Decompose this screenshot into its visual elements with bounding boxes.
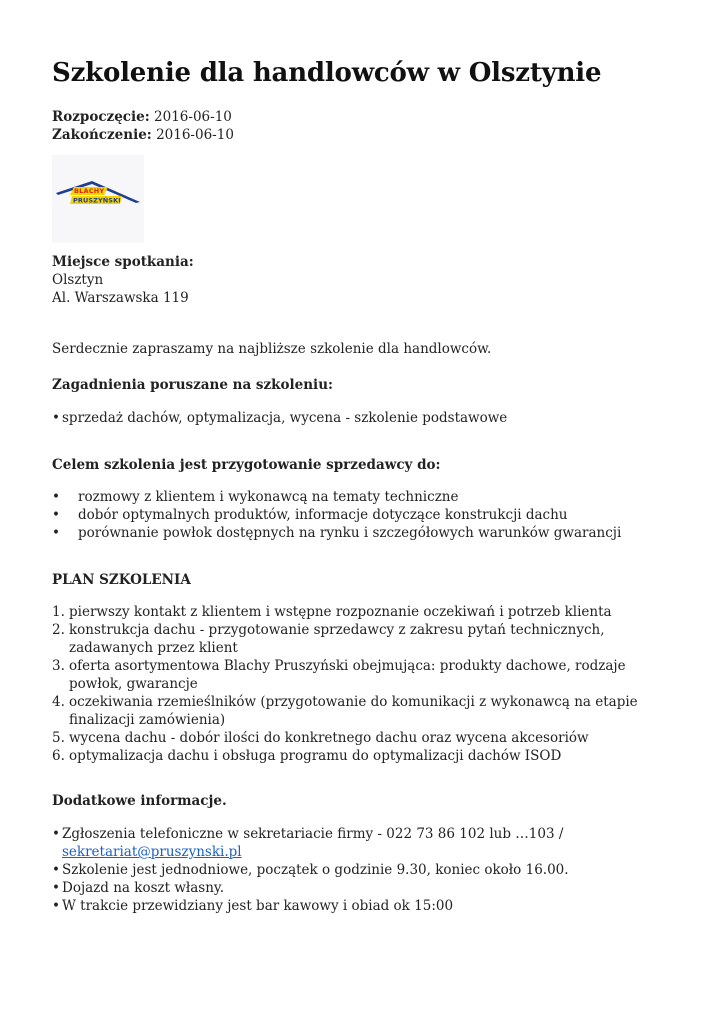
list-number: 5.: [52, 730, 65, 746]
end-date-row: [52, 126, 234, 144]
goals-heading: Celem szkolenia jest przygotowanie sprzedawcy do:: [52, 457, 441, 473]
meeting-place-address: Al. Warszawska 119: [52, 290, 189, 306]
list-item: • dobór optymalnych produktów, informacje dotyczące konstrukcji dachu: [52, 506, 621, 524]
page-title: Szkolenie dla handlowców w Olsztynie: [52, 58, 602, 88]
event-dates: [52, 108, 234, 144]
email-link[interactable]: sekretariat@pruszynski.pl: [62, 844, 242, 860]
end-date-value: 2016-06-10: [156, 127, 234, 143]
extra-info-list: [52, 825, 572, 915]
phone-info: Zgłoszenia telefoniczne w sekretariacie firmy - 022 73 86 102 lub …103 /: [62, 826, 564, 842]
topics-heading: Zagadnienia poruszane na szkoleniu:: [52, 377, 333, 393]
list-number: 6.: [52, 748, 65, 764]
extra-info-list-wrap: [52, 825, 572, 915]
list-item: • sprzedaż dachów, optymalizacja, wycena - szkolenie podstawowe: [52, 409, 507, 427]
list-number: 4.: [52, 694, 65, 710]
list-number: 3.: [52, 658, 65, 674]
plan-heading: PLAN SZKOLENIA: [52, 572, 191, 588]
list-item: [52, 729, 673, 747]
list-item: [52, 657, 673, 693]
extra-info-heading: Dodatkowe informacje.: [52, 793, 227, 809]
meeting-place: [52, 253, 194, 307]
topics-list: [52, 409, 507, 427]
list-item: • Dojazd na koszt własny.: [52, 879, 572, 897]
meeting-place-label: Miejsce spotkania:: [52, 254, 194, 270]
list-item: • rozmowy z klientem i wykonawcą na tematy techniczne: [52, 488, 621, 506]
goals-list-wrap: [52, 488, 621, 542]
list-number: 2.: [52, 622, 65, 638]
intro-paragraph: Serdecznie zapraszamy na najbliższe szkolenie dla handlowców.: [52, 341, 492, 357]
plan-list-wrap: [52, 603, 673, 765]
list-text: konstrukcja dachu - przygotowanie sprzedawcy z zakresu pytań technicznych, zadawanych przez klient: [69, 622, 605, 656]
list-item: • porównanie powłok dostępnych na rynku i szczegółowych warunków gwarancji: [52, 524, 621, 542]
topics-list-wrap: [52, 409, 507, 427]
list-text: optymalizacja dachu i obsługa programu do optymalizacji dachów ISOD: [69, 748, 562, 764]
svg-text:BLACHY: BLACHY: [74, 187, 105, 195]
company-logo: [52, 155, 144, 243]
goals-list: [52, 488, 621, 542]
end-date-label: Zakończenie:: [52, 127, 152, 143]
list-item: [52, 825, 572, 861]
svg-text:PRUSZYŃSKI: PRUSZYŃSKI: [73, 196, 121, 205]
list-item: [52, 747, 673, 765]
list-item: • Szkolenie jest jednodniowe, początek o godzinie 9.30, koniec około 16.00.: [52, 861, 572, 879]
list-item: [52, 603, 673, 621]
start-date-value: 2016-06-10: [154, 109, 232, 125]
list-item: • W trakcie przewidziany jest bar kawowy i obiad ok 15:00: [52, 897, 572, 915]
list-text: wycena dachu - dobór ilości do konkretnego dachu oraz wycena akcesoriów: [69, 730, 589, 746]
plan-list: [52, 603, 673, 765]
list-number: 1.: [52, 604, 65, 620]
list-item: [52, 621, 673, 657]
list-text: oczekiwania rzemieślników (przygotowanie do komunikacji z wykonawcą na etapie finalizacji zamówienia): [69, 694, 638, 728]
meeting-place-city: Olsztyn: [52, 272, 104, 288]
start-date-label: Rozpoczęcie:: [52, 109, 150, 125]
list-item: [52, 693, 673, 729]
list-text: oferta asortymentowa Blachy Pruszyński obejmująca: produkty dachowe, rodzaje powłok, gwarancje: [69, 658, 626, 692]
start-date-row: [52, 108, 234, 126]
list-text: pierwszy kontakt z klientem i wstępne rozpoznanie oczekiwań i potrzeb klienta: [69, 604, 612, 620]
